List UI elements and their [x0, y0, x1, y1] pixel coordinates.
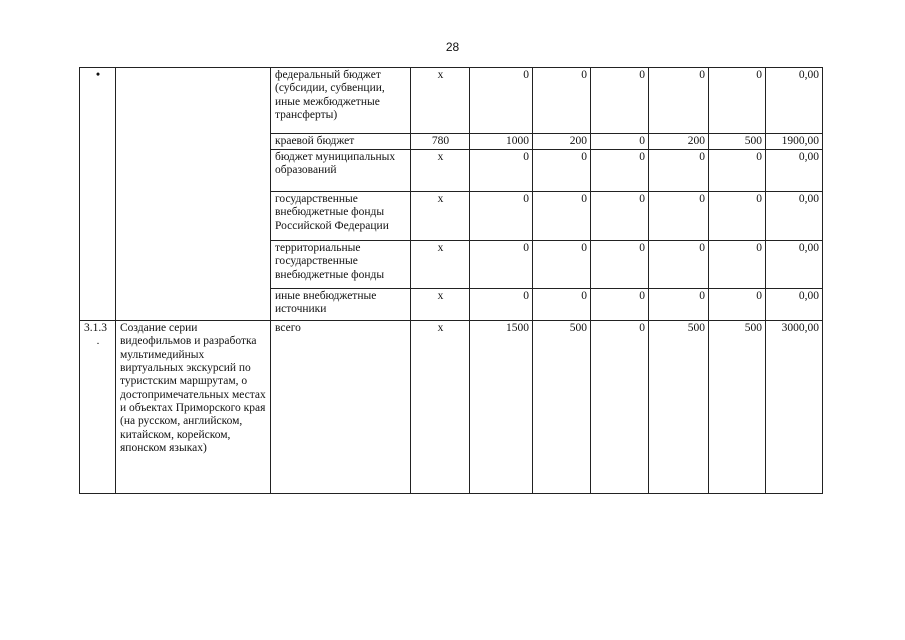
funding-source: иные внебюджетные источники [271, 289, 411, 321]
row-code-cell [80, 321, 116, 494]
value-cell: 500 [533, 321, 591, 494]
value-cell: 200 [533, 134, 591, 150]
total-cell: 0,00 [766, 241, 823, 289]
value-cell: 1500 [470, 321, 533, 494]
value-cell: 0 [649, 289, 709, 321]
total-cell: 3000,00 [766, 321, 823, 494]
funding-source: территориальные государственные внебюджетные фонды [271, 241, 411, 289]
value-cell: 0 [533, 192, 591, 241]
value-cell: 0 [470, 192, 533, 241]
funding-source: краевой бюджет [271, 134, 411, 150]
value-cell: х [411, 192, 470, 241]
value-cell: 500 [709, 134, 766, 150]
value-cell: 0 [533, 150, 591, 192]
total-cell: 0,00 [766, 68, 823, 134]
value-cell: 0 [649, 68, 709, 134]
value-cell: 0 [591, 150, 649, 192]
item-code: 3.1.3 [84, 322, 107, 334]
total-cell: 0,00 [766, 192, 823, 241]
value-cell: 0 [470, 68, 533, 134]
funding-source: федеральный бюджет (субсидии, субвенции, иные межбюджетные трансферты) [271, 68, 411, 134]
value-cell: 0 [470, 289, 533, 321]
total-cell: 0,00 [766, 150, 823, 192]
value-cell: 0 [591, 192, 649, 241]
funding-source: бюджет муниципальных образований [271, 150, 411, 192]
total-cell: 1900,00 [766, 134, 823, 150]
value-cell: х [411, 150, 470, 192]
value-cell: 500 [709, 321, 766, 494]
item-name: Создание серии видеофильмов и разработка мультимедийных виртуальных экскурсий по туристским маршрутам, о достопримечательных местах и объектах Приморского края (на русском, английском, китайском, корейском, японском языках) [116, 321, 271, 494]
value-cell: 0 [649, 150, 709, 192]
value-cell: 0 [591, 241, 649, 289]
table-row [80, 68, 823, 134]
budget-table [79, 67, 823, 494]
funding-source: всего [271, 321, 411, 494]
value-cell: х [411, 289, 470, 321]
value-cell: 200 [649, 134, 709, 150]
value-cell: 0 [709, 192, 766, 241]
value-cell: 780 [411, 134, 470, 150]
bullet-mark: • [95, 69, 101, 81]
row-name-cell [116, 68, 271, 321]
value-cell: х [411, 241, 470, 289]
value-cell: 0 [591, 321, 649, 494]
value-cell: 0 [591, 68, 649, 134]
value-cell: 0 [709, 68, 766, 134]
value-cell: 0 [533, 241, 591, 289]
value-cell: 0 [709, 289, 766, 321]
value-cell: х [411, 68, 470, 134]
table-row [80, 321, 823, 494]
value-cell: 0 [709, 150, 766, 192]
value-cell: 0 [591, 134, 649, 150]
value-cell: х [411, 321, 470, 494]
funding-source: государственные внебюджетные фонды Российской Федерации [271, 192, 411, 241]
value-cell: 0 [649, 241, 709, 289]
page-number: 28 [445, 40, 460, 54]
value-cell: 500 [649, 321, 709, 494]
value-cell: 0 [591, 289, 649, 321]
total-cell: 0,00 [766, 289, 823, 321]
value-cell: 0 [649, 192, 709, 241]
value-cell: 0 [709, 241, 766, 289]
value-cell: 0 [533, 68, 591, 134]
item-code-suffix: . [96, 335, 100, 348]
value-cell: 0 [470, 150, 533, 192]
row-code-cell [80, 68, 116, 321]
value-cell: 1000 [470, 134, 533, 150]
value-cell: 0 [470, 241, 533, 289]
value-cell: 0 [533, 289, 591, 321]
